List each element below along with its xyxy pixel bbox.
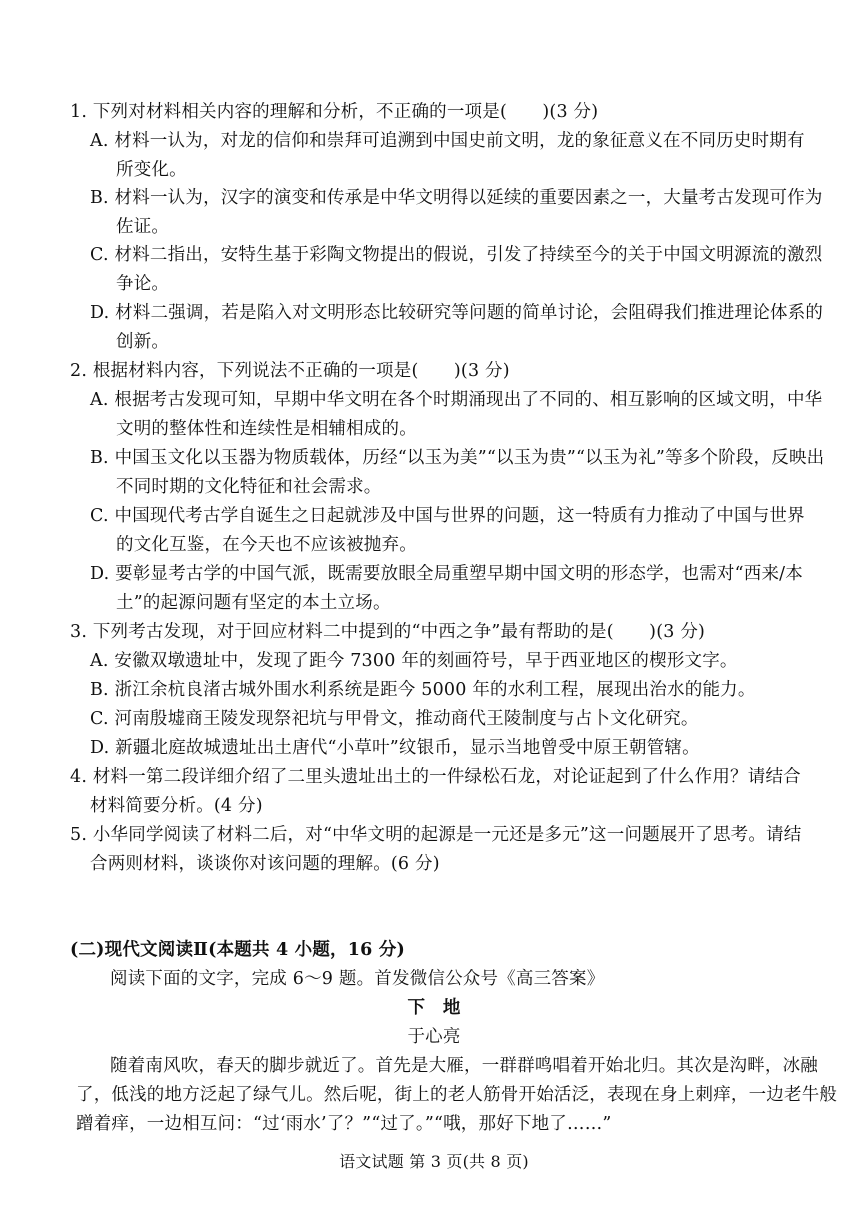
article-body-line2: 了，低浅的地方泛起了绿气儿。然后呢，街上的老人筋骨开始活泛，表现在身上刺痒，一边老牛般: [76, 1085, 838, 1105]
question-2-option-d-line1: D. 要彰显考古学的中国气派，既需要放眼全局重塑早期中国文明的形态学，也需对“西来/本: [90, 564, 803, 584]
question-3-stem: 3. 下列考古发现，对于回应材料二中提到的“中西之争”最有帮助的是( )(3 分): [70, 622, 706, 642]
question-1-option-b-line1: B. 材料一认为，汉字的演变和传承是中华文明得以延续的重要因素之一，大量考古发现可作为: [90, 188, 823, 208]
page-footer: 语文试题 第 3 页(共 8 页): [339, 1152, 529, 1171]
question-1-option-d-line1: D. 材料二强调，若是陷入对文明形态比较研究等问题的简单讨论，会阻碍我们推进理论体系的: [90, 303, 824, 323]
question-5-stem-line1: 5. 小华同学阅读了材料二后，对“中华文明的起源是一元还是多元”这一问题展开了思考。请结: [70, 825, 802, 845]
question-1-option-a-line1: A. 材料一认为，对龙的信仰和崇拜可追溯到中国史前文明，龙的象征意义在不同历史时期有: [90, 131, 805, 151]
article-body-line1: 随着南风吹，春天的脚步就近了。首先是大雁，一群群鸣唱着开始北归。其次是沟畔，冰融: [110, 1056, 818, 1076]
question-2-option-c-line2: 的文化互鉴，在今天也不应该被抛弃。: [116, 535, 417, 555]
instruction-text: 阅读下面的文字，完成 6～9 题。: [110, 969, 375, 989]
question-1-option-d-line2: 创新。: [116, 332, 170, 352]
watermark-text: 首发微信公众号《高三答案》: [374, 969, 605, 989]
question-1-option-c-line2: 争论。: [116, 274, 170, 294]
question-2-option-a-line2: 文明的整体性和连续性是相辅相成的。: [116, 419, 417, 439]
question-4-stem-line1: 4. 材料一第二段详细介绍了二里头遗址出土的一件绿松石龙，对论证起到了什么作用？请结合: [70, 767, 801, 787]
question-2-option-d-line2: 土”的起源问题有坚定的本土立场。: [116, 593, 391, 613]
article-body-line3: 蹭着痒，一边相互问：“过‘雨水’了？”“过了。”“哦，那好下地了……”: [76, 1114, 612, 1134]
question-1-option-b-line2: 佐证。: [116, 217, 170, 237]
article-author: 于心亮: [407, 1027, 461, 1047]
question-3-option-d: D. 新疆北庭故城遗址出土唐代“小草叶”纹银币，显示当地曾受中原王朝管辖。: [90, 738, 700, 758]
question-1-option-a-line2: 所变化。: [116, 160, 187, 180]
question-1-stem: 1. 下列对材料相关内容的理解和分析，不正确的一项是( )(3 分): [70, 102, 599, 122]
question-2-stem: 2. 根据材料内容，下列说法不正确的一项是( )(3 分): [70, 361, 510, 381]
question-4-stem-line2: 材料简要分析。(4 分): [90, 796, 263, 816]
reading-instruction: [110, 968, 604, 990]
question-3-option-a: A. 安徽双墩遗址中，发现了距今 7300 年的刻画符号，早于西亚地区的楔形文字。: [90, 651, 738, 671]
question-3-option-b: B. 浙江余杭良渚古城外围水利系统是距今 5000 年的水利工程，展现出治水的能力。: [90, 680, 756, 700]
question-2-option-b-line1: B. 中国玉文化以玉器为物质载体，历经“以玉为美”“以玉为贵”“以玉为礼”等多个阶段，反映出: [90, 448, 825, 468]
question-3-option-c: C. 河南殷墟商王陵发现祭祀坑与甲骨文，推动商代王陵制度与占卜文化研究。: [90, 709, 699, 729]
question-2-option-a-line1: A. 根据考古发现可知，早期中华文明在各个时期涌现出了不同的、相互影响的区域文明，中华: [90, 390, 823, 410]
section-heading: (二)现代文阅读Ⅱ(本题共 4 小题，16 分): [70, 940, 405, 960]
question-1-option-c-line1: C. 材料二指出，安特生基于彩陶文物提出的假说，引发了持续至今的关于中国文明源流的激烈: [90, 245, 823, 265]
question-2-option-c-line1: C. 中国现代考古学自诞生之日起就涉及中国与世界的问题，这一特质有力推动了中国与世界: [90, 506, 805, 526]
article-title: 下 地: [407, 998, 461, 1018]
question-2-option-b-line2: 不同时期的文化特征和社会需求。: [116, 477, 382, 497]
question-5-stem-line2: 合两则材料，谈谈你对该问题的理解。(6 分): [90, 854, 440, 874]
